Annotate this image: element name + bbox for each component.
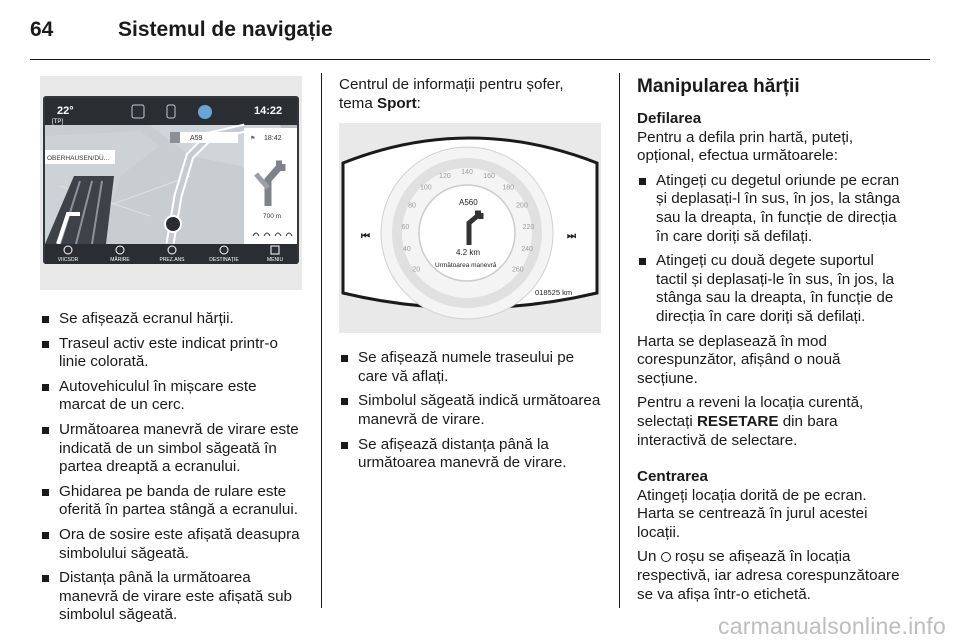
cluster-distance-text: 4.2 km [456,248,481,258]
column-1 [40,76,306,631]
nav-screen-illustration [40,76,302,290]
bullet-icon [42,427,49,434]
column-2 [339,76,601,479]
arrival-time-text: 18:42 [264,135,282,142]
distance-text: 700 m [263,213,282,220]
col1-bullet-list [40,310,306,625]
bullet-icon [341,442,348,449]
list-item: Distanța până la următoarea manevră de virare este afișată sub simbolul săgeată. [40,569,306,625]
svg-text:⚑: ⚑ [250,136,256,142]
paragraph: Pentru a defila prin hartă, puteți, opțional, efectua următoarele: [637,128,854,165]
bullet-icon [42,384,49,391]
list-item: Atingeți cu două degete suportul tactil și deplasați-le în sus, în jos, la stânga sau la dreapta, în funcție de direcția în care doriți să defilați. [637,252,903,326]
active-tab-icon [198,105,212,119]
speed-tick-label: 100 [419,184,432,192]
menu-item-1[interactable]: MĂRIRE [110,257,130,263]
next-track-icon: ⏭ [567,231,576,243]
speed-tick-label: 200 [516,202,528,210]
bullet-icon [42,316,49,323]
col2-bullet-list [339,349,601,473]
subheading-scrolling: Defilarea [637,110,702,127]
list-item: Se afișează numele traseului pe care vă aflați. [339,349,601,386]
traffic-tag-text: [TP] [52,119,64,125]
list-item: Traseul activ este indicat printr-o linie colorată. [40,335,306,372]
bullet-icon [42,489,49,496]
paragraph: Pentru a reveni la locația curentă, selectați RESETARE din bara interactivă de selectare. [637,394,864,449]
list-item: Ora de sosire este afișată deasupra simbolului săgeată. [40,526,306,563]
bullet-icon [42,575,49,582]
cluster-maneuver-text: Următoarea manevră [435,262,497,270]
driver-info-figure [339,123,601,333]
vehicle-position-icon [165,216,181,232]
cluster-road-text: A560 [459,198,478,208]
header-rule [30,59,930,60]
speed-tick-label: 260 [511,266,524,274]
speed-tick-label: 40 [403,246,411,254]
speed-tick-label: 120 [439,173,451,181]
list-item: Autovehiculul în mișcare este marcat de un cerc. [40,378,306,415]
list-item: Următoarea manevră de virare este indicată de un simbol săgeată în partea dreaptă a ecranului. [40,421,306,477]
circle-marker-icon [661,552,671,562]
list-item: Se afișează ecranul hărții. [40,310,306,329]
speed-tick-label: 20 [412,266,421,274]
prev-track-icon: ⏮ [361,231,370,243]
odometer-text: 018525 km [535,288,573,298]
cluster-illustration [339,123,601,333]
column-3 [637,76,903,610]
speed-tick-label: 60 [401,223,410,231]
list-item: Simbolul săgeată indică următoarea manevră de virare. [339,392,601,429]
speed-tick-label: 180 [502,184,515,192]
paragraph: Atingeți locația dorită de pe ecran. Harta se centrează în jurul acestei locații. [637,486,868,541]
bullet-icon [639,258,646,265]
menu-item-4[interactable]: MENIU [266,257,284,263]
column-divider-1 [321,73,322,608]
list-item: Ghidarea pe banda de rulare este oferită în partea stângă a ecranului. [40,483,306,520]
town-label-text: OBERHAUSEN/DÜ... [47,155,110,162]
clock-text: 14:22 [254,105,283,117]
bullet-icon [639,178,646,185]
bullet-icon [42,532,49,539]
list-item: Se afișează distanța până la următoarea manevră de virare. [339,436,601,473]
page-number: 64 [30,18,54,41]
speed-tick-label: 240 [521,246,533,254]
menu-item-3[interactable]: DESTINAȚIE [209,257,239,263]
temperature-text: 22° [57,105,74,117]
watermark: carmanualsonline.info [718,613,946,639]
speed-tick-label: 80 [408,202,416,210]
speed-tick-label: 140 [461,169,473,177]
speed-tick-label: 160 [483,173,495,181]
page-header [30,18,930,58]
col3-bullet-list [637,172,903,327]
bullet-icon [42,341,49,348]
road-name-text: A59 [190,135,203,142]
menu-item-0[interactable]: VIICSOR [57,257,79,263]
bullet-icon [341,355,348,362]
cluster-intro: Centrul de informații pentru șofer, tema Sport: [339,76,564,112]
column-divider-2 [619,73,620,608]
list-item: Atingeți cu degetul oriunde pe ecran și deplasați-l în sus, în jos, la stânga sau la dreapta, în funcție de direcția în care doriți să defilați. [637,172,903,246]
menu-item-2[interactable]: PREZ.ANS [159,257,185,263]
page-title: Sistemul de navigație [118,18,333,41]
subheading-centering: Centrarea [637,468,708,486]
section-heading: Manipularea hărții [637,76,800,97]
speed-tick-label: 220 [522,223,535,231]
paragraph: Harta se deplasează în mod corespunzător, afișând o nouă secțiune. [637,332,841,387]
paragraph: Un roșu se afișează în locația respectivă, iar adresa corespunzătoare se va afișa într-o etichetă. [637,548,900,603]
bullet-icon [341,398,348,405]
nav-screen-figure [40,76,302,290]
